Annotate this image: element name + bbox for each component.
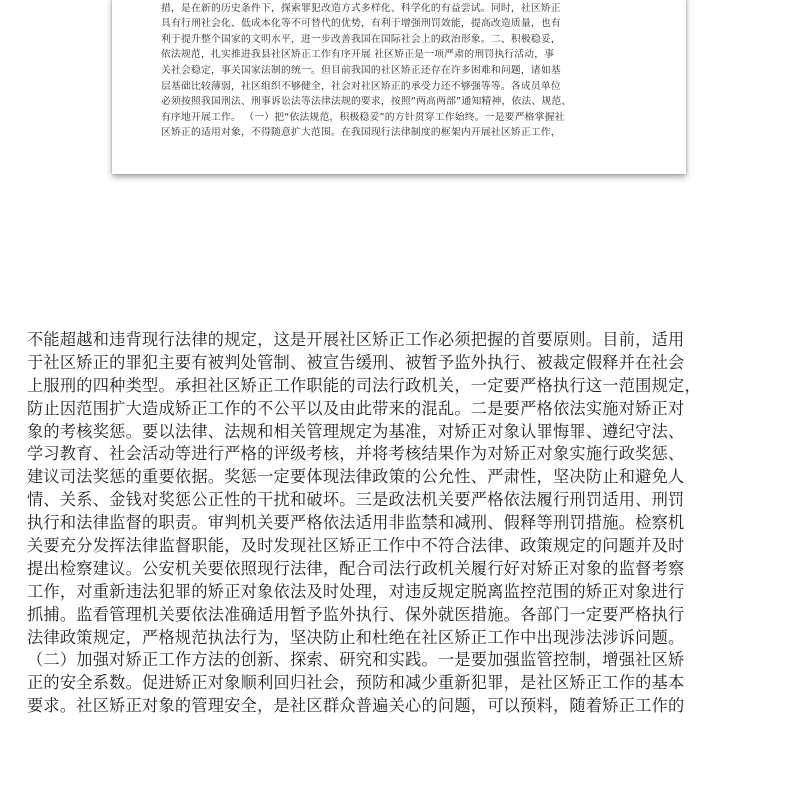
text-line: 于社区矫正的罪犯主要有被判处管制、被宣告缓刑、被暂予监外执行、被裁定假释并在社会 [27,352,685,372]
text-line: 工作，对重新违法犯罪的矫正对象依法及时处理，对违反规定脱离监控范围的矫正对象进行 [27,581,685,601]
text-line: 防止因范围扩大造成矫正工作的不公平以及由此带来的混乱。二是要严格依法实施对矫正对 [27,398,685,418]
text-line: 上服刑的四种类型。承担社区矫正工作职能的司法行政机关，一定要严格执行这一范围规定， [27,375,701,395]
text-line: 情、关系、金钱对奖惩公正性的干扰和破坏。三是政法机关要严格依法履行刑罚适用、刑罚 [27,490,685,510]
preview-line: 必须按照我国刑法、刑事诉讼法等法律法规的要求，按照“两高两部”通知精神，依法、规范、 [161,96,572,108]
text-line: 法律政策规定，严格规范执法行为，坚决防止和杜绝在社区矫正工作中出现涉法涉诉问题。 [27,627,685,647]
main-text-body [27,329,780,718]
preview-line: 关社会稳定，事关国家法制的统一。但目前我国的社区矫正还存在许多困难和问题，诸如基 [161,64,561,76]
preview-line: 利于提升整个国家的文明水平，进一步改善我国在国际社会上的政治形象。二、积极稳妥， [161,33,561,45]
text-line: 正的安全系数。促进矫正对象顺利回归社会，预防和减少重新犯罪，是社区矫正工作的基本 [27,673,685,693]
text-line: 提出检察建议。公安机关要依照现行法律，配合司法行政机关履行好对矫正对象的监督考察 [27,558,685,578]
text-line: 抓捕。监看管理机关要依法准确适用暂予监外执行、保外就医措施。各部门一定要严格执行 [27,604,685,624]
preview-page-text [161,0,653,141]
text-line: 执行和法律监督的职责。审判机关要严格依法适用非监禁和减刑、假释等刑罚措施。检察机 [27,513,685,533]
text-line: 建议司法奖惩的重要依据。奖惩一定要体现法律政策的公允性、严肃性，坚决防止和避免人 [27,467,685,487]
preview-line: 层基础比较薄弱，社区组织不够健全，社会对社区矫正的承受力还不够强等等。各成员单位 [161,80,561,92]
text-line: 不能超越和违背现行法律的规定，这是开展社区矫正工作必须把握的首要原则。目前，适用 [27,330,685,349]
preview-line: 具有行刑社会化、低成本化等不可替代的优势，有利于增强刑罚效能，提高改造质量，也有 [161,18,561,30]
text-line: （二）加强对矫正工作方法的创新、探索、研究和实践。一是要加强监管控制，增强社区矫 [27,650,685,670]
document-page-preview [112,0,686,174]
preview-line: 措，是在新的历史条件下，探索罪犯改造方式多样化、科学化的有益尝试。同时，社区矫正 [161,2,561,14]
text-line: 关要充分发挥法律监督职能，及时发现社区矫正工作中不符合法律、政策规定的问题并及时 [27,536,685,556]
text-line: 要求。社区矫正对象的管理安全，是社区群众普遍关心的问题，可以预料，随着矫正工作的 [27,696,685,716]
preview-line: 有序地开展工作。 （一）把“依法规范，积极稳妥”的方针贯穿工作始终。一是要严格掌握社 [161,111,565,123]
text-line: 象的考核奖惩。要以法律、法规和相关管理规定为基准，对矫正对象认罪悔罪、遵纪守法、 [27,421,685,441]
preview-line: 依法规范，扎实推进我县社区矫正工作有序开展 社区矫正是一项严肃的刑罚执行活动，事 [161,49,555,61]
text-line: 学习教育、社会活动等进行严格的评级考核，并将考核结果作为对矫正对象实施行政奖惩、 [27,444,685,464]
preview-line: 区矫正的适用对象，不得随意扩大范围。在我国现行法律制度的框架内开展社区矫正工作， [161,127,561,139]
